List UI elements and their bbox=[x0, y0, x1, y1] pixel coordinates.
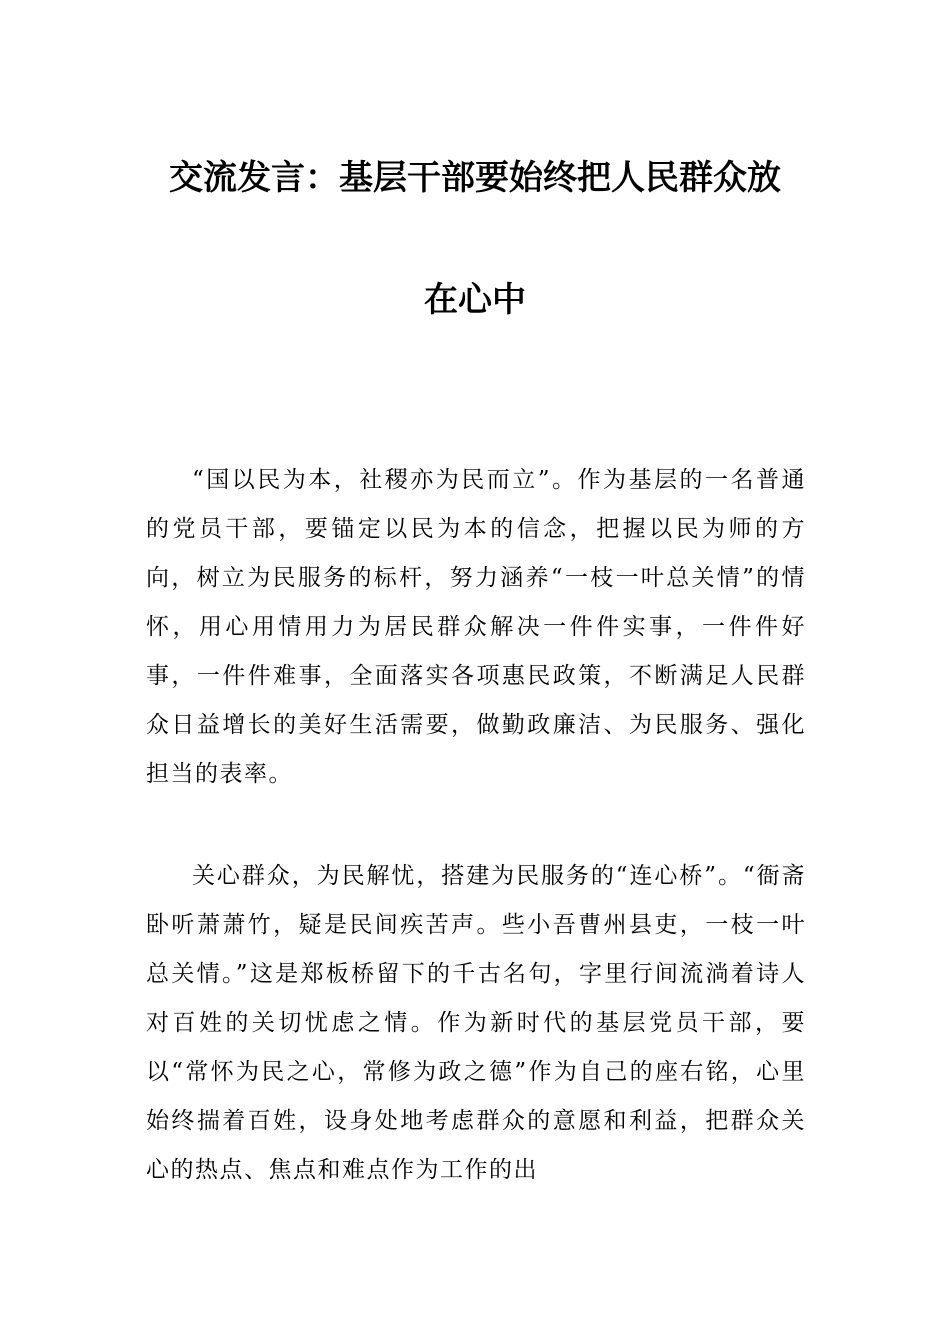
document-title-line-2: 在心中 bbox=[424, 280, 526, 320]
body-paragraph-2: 关心群众，为民解忧，搭建为民服务的“连心桥”。“衙斋卧听萧萧竹，疑是民间疾苦声。些小吾曹州县吏，一枝一叶总关情。”这是郑板桥留下的千古名句，字里行间流淌着诗人对百姓的关切忧虑之情。作为新时代的基层党员干部，要以“常怀为民之心，常修为政之德”作为自己的座右铭，心里始终揣着百姓，设身处地考虑群众的意愿和利益，把群众关心的热点、焦点和难点作为工作的出 bbox=[146, 863, 806, 1183]
document-title-line-1: 交流发言：基层干部要始终把人民群众放 bbox=[169, 158, 781, 198]
body-paragraph-1: “国以民为本，社稷亦为民而立”。作为基层的一名普通的党员干部，要锚定以民为本的信念，把握以民为师的方向，树立为民服务的标杆，努力涵养“一枝一叶总关情”的情怀，用心用情用力为居民群众解决一件件实事，一件件好事，一件件难事，全面落实各项惠民政策，不断满足人民群众日益增长的美好生活需要，做勤政廉洁、为民服务、强化担当的表率。 bbox=[146, 467, 806, 787]
